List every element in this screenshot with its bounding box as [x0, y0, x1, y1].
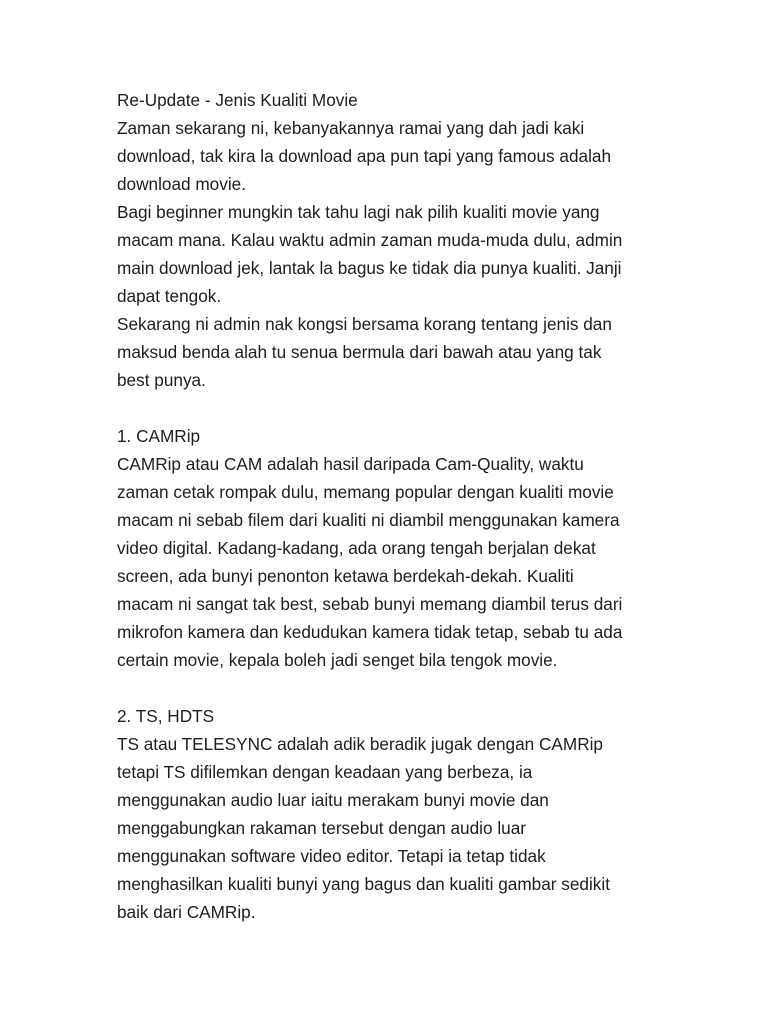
section-line: zaman cetak rompak dulu, memang popular dengan kualiti movie — [117, 482, 614, 502]
intro-line: download movie. — [117, 174, 246, 194]
intro-line: best punya. — [117, 370, 206, 390]
intro-line: dapat tengok. — [117, 286, 222, 306]
document-body — [117, 86, 657, 926]
intro-line: macam mana. Kalau waktu admin zaman muda-muda dulu, admin — [117, 230, 623, 250]
section-line: certain movie, kepala boleh jadi senget bila tengok movie. — [117, 650, 558, 670]
paragraph-gap — [117, 674, 657, 702]
section-line: video digital. Kadang-kadang, ada orang tengah berjalan dekat — [117, 538, 596, 558]
intro-line: Zaman sekarang ni, kebanyakannya ramai yang dah jadi kaki — [117, 118, 585, 138]
section-line: macam ni sangat tak best, sebab bunyi memang diambil terus dari — [117, 594, 623, 614]
intro-line: maksud benda alah tu senua bermula dari bawah atau yang tak — [117, 342, 602, 362]
intro-line: download, tak kira la download apa pun tapi yang famous adalah — [117, 146, 612, 166]
section-line: tetapi TS difilemkan dengan keadaan yang berbeza, ia — [117, 762, 533, 782]
intro-line: main download jek, lantak la bagus ke tidak dia punya kualiti. Janji — [117, 258, 622, 278]
section-heading-ts-hdts: 2. TS, HDTS — [117, 706, 215, 726]
section-line: TS atau TELESYNC adalah adik beradik jugak dengan CAMRip — [117, 734, 603, 754]
section-line: menghasilkan kualiti bunyi yang bagus dan kualiti gambar sedikit — [117, 874, 610, 894]
section-line: menggunakan software video editor. Tetapi ia tetap tidak — [117, 846, 546, 866]
document-title: Re-Update - Jenis Kualiti Movie — [117, 90, 358, 110]
section-line: mikrofon kamera dan kedudukan kamera tidak tetap, sebab tu ada — [117, 622, 623, 642]
intro-line: Bagi beginner mungkin tak tahu lagi nak pilih kualiti movie yang — [117, 202, 600, 222]
paragraph-gap — [117, 394, 657, 422]
section-line: screen, ada bunyi penonton ketawa berdekah-dekah. Kualiti — [117, 566, 574, 586]
intro-line: Sekarang ni admin nak kongsi bersama korang tentang jenis dan — [117, 314, 612, 334]
section-line: baik dari CAMRip. — [117, 902, 256, 922]
section-line: CAMRip atau CAM adalah hasil daripada Cam-Quality, waktu — [117, 454, 584, 474]
section-line: menggunakan audio luar iaitu merakam bunyi movie dan — [117, 790, 549, 810]
section-line: menggabungkan rakaman tersebut dengan audio luar — [117, 818, 526, 838]
section-line: macam ni sebab filem dari kualiti ni diambil menggunakan kamera — [117, 510, 620, 530]
section-heading-camrip: 1. CAMRip — [117, 426, 201, 446]
